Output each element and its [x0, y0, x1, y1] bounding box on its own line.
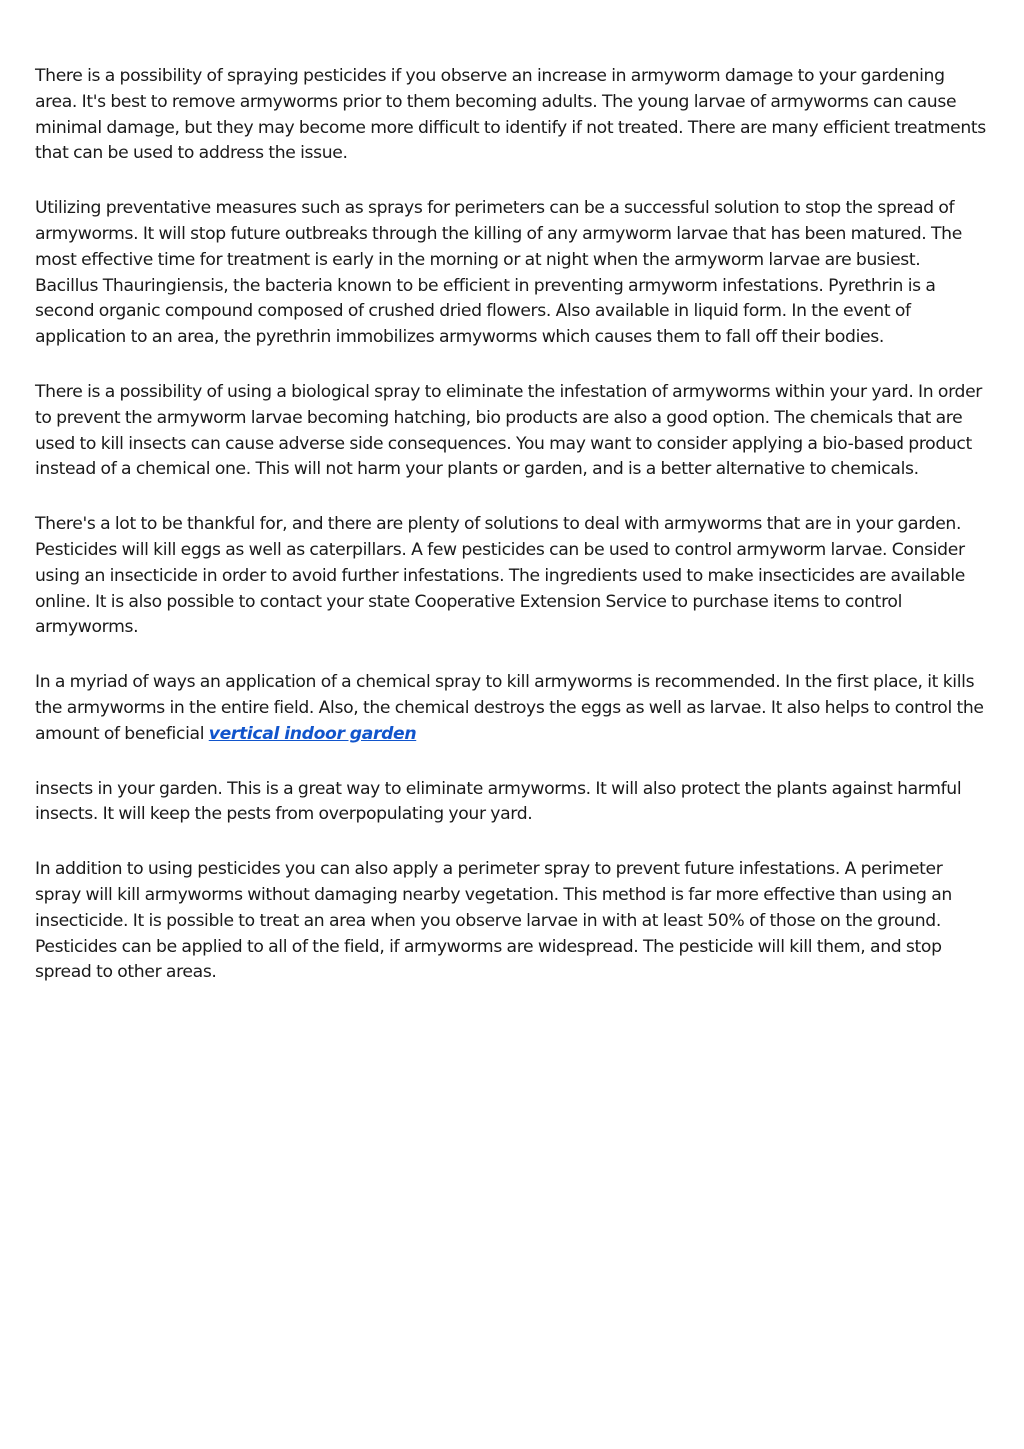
paragraph-1: There is a possibility of spraying pesticides if you observe an increase in armyworm damage to your gardening area. It's best to remove armyworms prior to them becoming adults. The young larvae of armyworms can cause minimal damage, but they may become more difficult to identify if not treated. There are many efficient treatments that can be used to address the issue.	[35, 66, 986, 164]
paragraph-5	[35, 670, 987, 747]
paragraph-3: There is a possibility of using a biological spray to eliminate the infestation of armyworms within your yard. In order to prevent the armyworm larvae becoming hatching, bio products are also a good option. The chemicals that are used to kill insects can cause adverse side consequences. You may want to consider applying a bio-based product instead of a chemical one. This will not harm your plants or garden, and is a better alternative to chemicals.	[35, 381, 983, 480]
paragraph-6: insects in your garden. This is a great way to eliminate armyworms. It will also protect the plants against harmful insects. It will keep the pests from overpopulating your yard.	[35, 778, 962, 825]
paragraph-4: There's a lot to be thankful for, and there are plenty of solutions to deal with armyworms that are in your garden. Pesticides will kill eggs as well as caterpillars. A few pesticides can be used to control armyworm larvae. Consider using an insecticide in order to avoid further infestations. The ingredients used to make insecticides are available online. It is also possible to contact your state Cooperative Extension Service to purchase items to control armyworms.	[35, 514, 965, 638]
vertical-indoor-garden-link[interactable]: vertical indoor garden	[208, 723, 417, 744]
document-body	[35, 64, 987, 1015]
paragraph-2: Utilizing preventative measures such as sprays for perimeters can be a successful solution to stop the spread of armyworms. It will stop future outbreaks through the killing of any armyworm larvae that has been matured. The most effective time for treatment is early in the morning or at night when the armyworm larvae are busiest. Bacillus Thauringiensis, the bacteria known to be efficient in preventing armyworm infestations. Pyrethrin is a second organic compound composed of crushed dried flowers. Also available in liquid form. In the event of application to an area, the pyrethrin immobilizes armyworms which causes them to fall off their bodies.	[35, 198, 962, 348]
paragraph-5-text: In a myriad of ways an application of a chemical spray to kill armyworms is recommended. In the first place, it kills the armyworms in the entire field. Also, the chemical destroys the eggs as well as larvae. It also helps to control the amount of beneficial	[35, 672, 984, 744]
paragraph-7: In addition to using pesticides you can also apply a perimeter spray to prevent future infestations. A perimeter spray will kill armyworms without damaging nearby vegetation. This method is far more effective than using an insecticide. It is possible to treat an area when you observe larvae in with at least 50% of those on the ground. Pesticides can be applied to all of the field, if armyworms are widespread. The pesticide will kill them, and stop spread to other areas.	[35, 859, 952, 983]
